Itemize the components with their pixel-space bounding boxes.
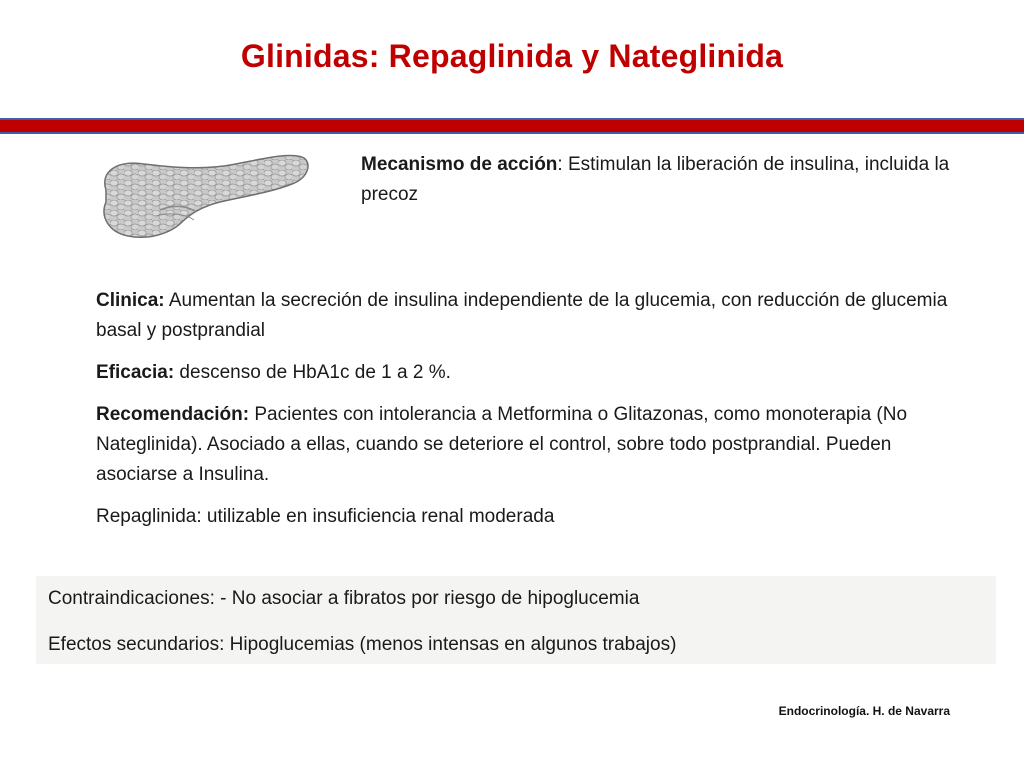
main-content [96, 286, 956, 544]
eficacia-paragraph [96, 358, 956, 388]
repaglinida-note: Repaglinida: utilizable en insuficiencia renal moderada [96, 506, 555, 527]
mechanism-paragraph [361, 150, 981, 210]
mechanism-label: Mecanismo de acción [361, 154, 558, 175]
recomendacion-text: Pacientes con intolerancia a Metformina o Glitazonas, como monoterapia (No Nateglinida). Asociado a ellas, cuando se deteriore el control, sobre todo postprandial. Pueden asociarse a Insulina. [96, 404, 908, 485]
pancreas-icon [96, 150, 312, 242]
title-divider [0, 118, 1024, 134]
recomendacion-paragraph [96, 400, 956, 490]
clinica-label: Clinica: [96, 290, 165, 311]
side-effects-line: Efectos secundarios: Hipoglucemias (menos intensas en algunos trabajos) [48, 634, 677, 655]
recomendacion-label: Recomendación: [96, 404, 250, 425]
eficacia-text: descenso de HbA1c de 1 a 2 %. [174, 362, 451, 383]
clinica-text: Aumentan la secreción de insulina independiente de la glucemia, con reducción de glucemia basal y postprandial [96, 290, 948, 341]
clinica-paragraph [96, 286, 956, 346]
eficacia-label: Eficacia: [96, 362, 175, 383]
warnings-box [36, 576, 996, 664]
mechanism-text: : Estimulan la liberación de insulina, incluida la precoz [361, 154, 950, 205]
slide-title: Glinidas: Repaglinida y Nateglinida [240, 38, 784, 74]
contraindications-line: Contraindicaciones: - No asociar a fibratos por riesgo de hipoglucemia [48, 588, 640, 609]
footer-credit: Endocrinología. H. de Navarra [778, 704, 950, 718]
